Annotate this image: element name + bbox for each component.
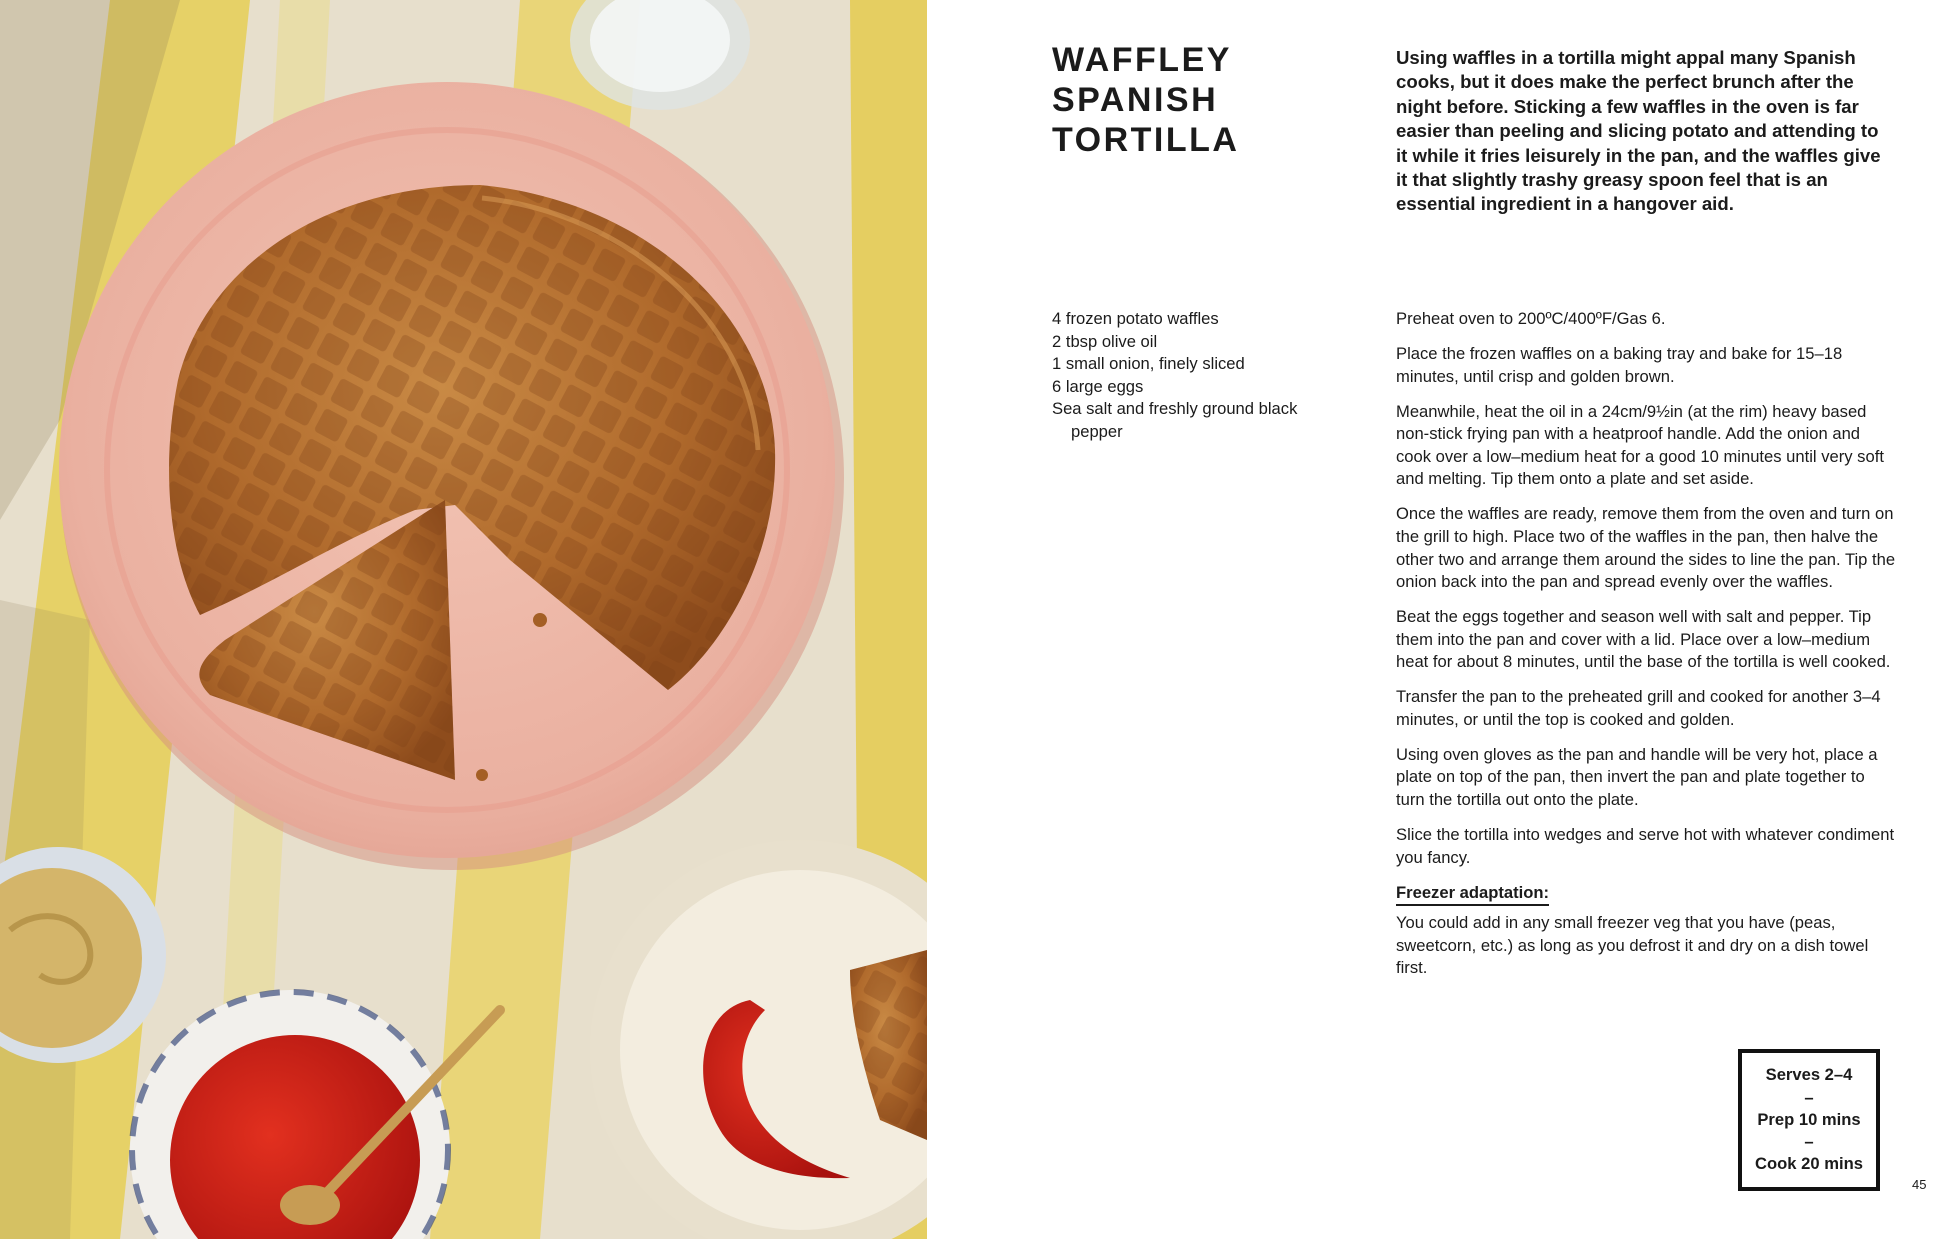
method-step: Meanwhile, heat the oil in a 24cm/9½in (at the rim) heavy based non-stick frying pan with a heatproof handle. Add the onion and cook over a low–medium heat for a good 10 minutes until very soft and melting. Tip them onto a plate and set aside. — [1396, 401, 1884, 489]
ingredient-item: 4 frozen potato waffles — [1052, 309, 1219, 328]
tortilla-photo-illustration — [0, 0, 927, 1239]
recipe-title-line: TORTILLA — [1052, 121, 1240, 159]
info-separator: – — [1804, 1087, 1814, 1107]
recipe-title-line: SPANISH — [1052, 81, 1219, 119]
recipe-title — [1052, 40, 1352, 160]
info-separator: – — [1804, 1132, 1814, 1152]
method-step: Beat the eggs together and season well with salt and pepper. Tip them into the pan and cover with a lid. Place over a low–medium heat for about 8 minutes, until the base of the tortilla is well cooked. — [1396, 607, 1891, 672]
recipe-photo — [0, 0, 927, 1239]
freezer-text: You could add in any small freezer veg that you have (peas, sweetcorn, etc.) as long as you defrost it and dry on a dish towel first. — [1396, 913, 1869, 978]
serves-text: Serves 2–4 — [1765, 1065, 1853, 1085]
method-section — [1396, 308, 1896, 980]
ingredient-item: 1 small onion, finely sliced — [1052, 354, 1245, 374]
freezer-heading: Freezer adaptation: — [1396, 882, 1549, 907]
method-step: Once the waffles are ready, remove them from the oven and turn on the grill to high. Place two of the waffles in the pan, then halve the other two and arrange them around the sides to line the pan. Tip the onion back into the pan and spread evenly over the waffles. — [1396, 504, 1896, 592]
ingredient-item: 6 large eggs — [1052, 376, 1144, 396]
cook-time: Cook 20 mins — [1755, 1154, 1863, 1174]
page-number: 45 — [1912, 1177, 1927, 1192]
recipe-info-box — [1738, 1049, 1880, 1191]
recipe-intro: Using waffles in a tortilla might appal many Spanish cooks, but it does make the perfect brunch after the night before. Sticking a few waffles in the oven is far easier than peeling and slicing potato and attending to it while it fries leisurely in the pan, and the waffles give it that slightly trashy greasy spoon feel that is an essential ingredient in a hangover aid. — [1396, 47, 1881, 215]
method-step: Transfer the pan to the preheated grill and cooked for another 3–4 minutes, or until the top is cooked and golden. — [1396, 687, 1881, 729]
method-step: Preheat oven to 200ºC/400ºF/Gas 6. — [1396, 309, 1666, 328]
ingredients-list — [1052, 308, 1342, 444]
method-step: Using oven gloves as the pan and handle will be very hot, place a plate on top of the pan, then invert the pan and plate together to turn the tortilla out onto the plate. — [1396, 744, 1878, 810]
prep-time: Prep 10 mins — [1757, 1109, 1861, 1129]
ingredient-item: 2 tbsp olive oil — [1052, 331, 1158, 351]
method-step: Slice the tortilla into wedges and serve hot with whatever condiment you fancy. — [1396, 825, 1895, 867]
method-step: Place the frozen waffles on a baking tray and bake for 15–18 minutes, until crisp and golden brown. — [1396, 343, 1843, 386]
recipe-title-line: WAFFLEY — [1052, 41, 1232, 79]
ingredient-item: Sea salt and freshly ground black pepper — [1052, 399, 1298, 441]
